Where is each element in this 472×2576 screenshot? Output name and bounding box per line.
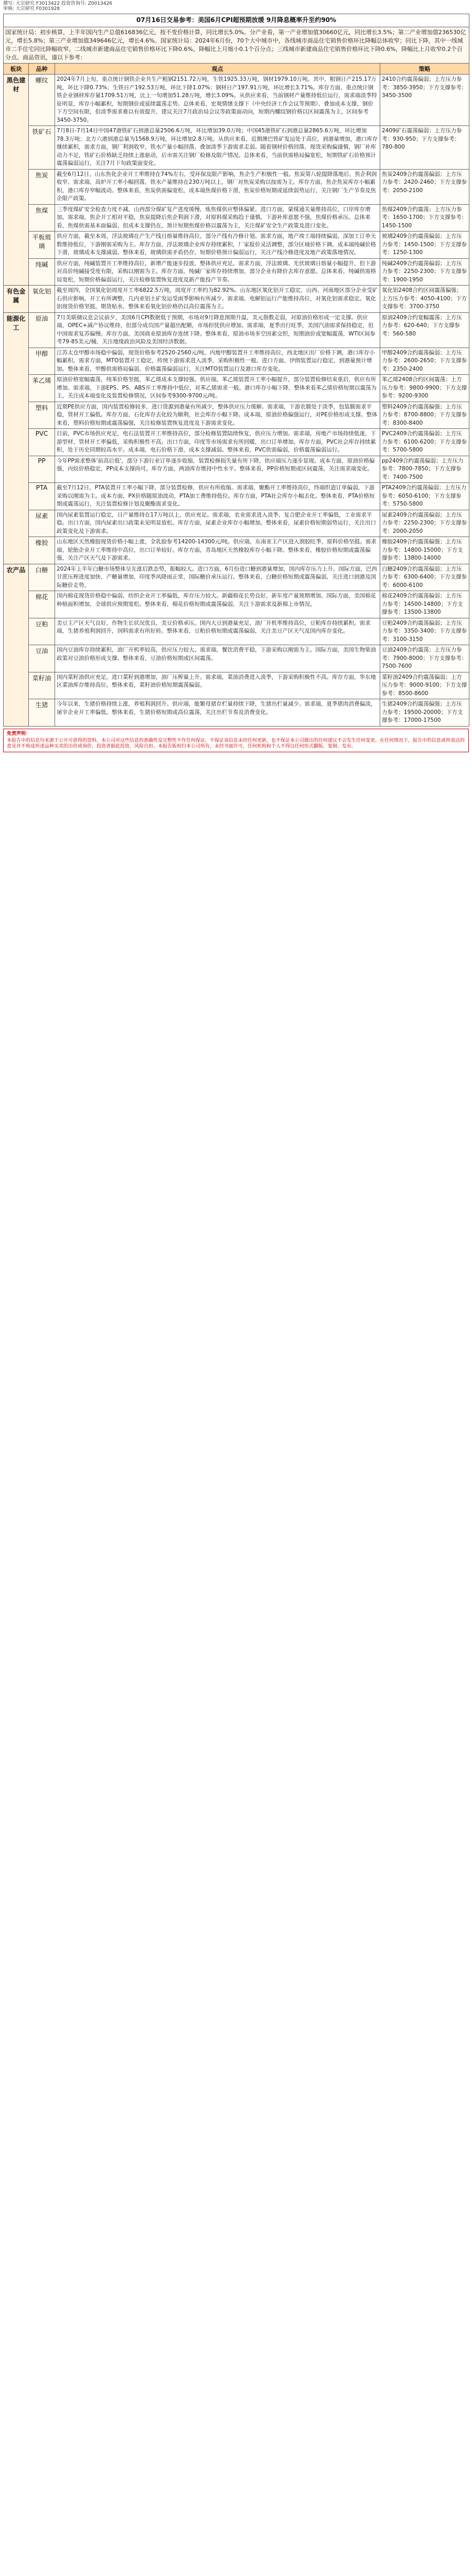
table-row	[4, 456, 469, 483]
product-cell: 氧化铝	[29, 286, 55, 313]
view-cell: 国内菜籽油供应充足，进口菜籽到港增加，油厂压榨量上升。需求端，菜油消费进入淡季，下游采购积极性不高。库存方面，华东地区菜油库存维持高位。整体来看，菜籽油价格短期震荡偏弱。	[55, 672, 380, 699]
table-row	[4, 483, 469, 510]
sector-cell: 农产品	[4, 564, 29, 726]
strategy-cell: 原油2409合约宽幅震荡；上方压力参考：620-640；下方支撑参考：560-580	[380, 312, 469, 348]
view-cell: 截至6月12日，山东焦化企业开工率维持在74%左右，受环保及限产影响，焦企生产积极性一般。焦炭第八轮提降落地后，焦企利润收窄。需求端，高炉开工率小幅回落，铁水产量维持在230万吨以上，钢厂对焦炭采购以按需为主。库存方面，焦企焦炭库存小幅累积，港口库存窄幅波动。整体来看，焦炭供需偏宽松，成本端焦煤价格下滑，焦炭价格短期或延续弱势运行，关注钢厂生产节奏及焦企限产政策。	[55, 169, 380, 204]
disclaimer-title: 免责声明：	[7, 731, 31, 737]
product-cell: 豆粕	[29, 618, 55, 645]
strategy-cell: 焦煤2409合约震荡；上方压力参考：1650-1700；下方支撑参考：1450-1500	[380, 204, 469, 232]
view-cell: 美豆主产区天气良好，作物生长状况优良，美豆价格承压。国内大豆到港量充足，油厂开机率维持高位，豆粕库存持续累积。需求端，生猪养殖利润回升，饲料需求有所好转。整体来看，豆粕价格短期或震荡偏弱，关注美豆产区天气及国内库存变化。	[55, 618, 380, 645]
table-row	[4, 402, 469, 429]
strategy-cell: pp2409合约震荡偏弱；上方压力参考：7800-7850；下方支撑参考：7400-7500	[380, 456, 469, 483]
product-cell: 尿素	[29, 510, 55, 537]
table-row	[4, 204, 469, 232]
table-row	[4, 258, 469, 286]
view-cell: 截至周四，全国氧化铝周度开工率6822.5万吨，周度开工率约为82.92%。山东地区氧化铝开工稳定，山西、河南地区部分企业受矿石供应影响，开工有所调整，几内亚铝土矿发运受雨季影响有所减少。需求端，电解铝运行产能维持高位，对氧化铝需求稳定。氧化铝现货价格坚挺，期货贴水，整体来看氧化铝价格仍以高位震荡为主。	[55, 286, 380, 313]
disclaimer-text: 本报告中的信息均来源于公开可获得的资料，本公司对这些信息的准确性及完整性不作任何保证，不保证该信息未经任何更新，也不保证本公司做出的任何建议不会发生任何变更。在任何情况下，报告中的信息或所表达的意见并不构成所述品种买卖的出价或询价，投资者据此投资，风险自担。本报告版权归本公司所有，未经书面许可，任何机构和个人不得以任何形式翻版、复制、发布。	[7, 738, 465, 749]
product-cell: 苯乙烯	[29, 375, 55, 402]
table-row	[4, 75, 469, 126]
product-cell: 铁矿石	[29, 126, 55, 170]
product-cell: 豆油	[29, 645, 55, 672]
table-row	[4, 169, 469, 204]
page-title: 07月16日交易参考：美国6月CPI超预期放缓 9月降息概率升至约90%	[4, 14, 469, 27]
product-cell: 平板玻璃	[29, 232, 55, 259]
product-cell: 螺纹	[29, 75, 55, 126]
header-line-2: 审核: 大宗研究 F0301928	[3, 6, 60, 12]
macro-summary: 国家统计局：初步核算，上半年国内生产总值616836亿元，按不变价格计算，同比增长5.0%。分产业看，第一产业增加值30660亿元，同比增长3.5%；第二产业增加值236530亿元，增长5.8%；第三产业增加值349646亿元，增长4.6%。国家统计局：2024年6月份，70个大中城市中，各线城市商品住宅销售价格环比降幅总体收窄；同比下降，其中一线城市二手住宅同比降幅收窄。二线城市新建商品住宅销售价格环比下降0.6%，降幅比上月缩小0.1个百分点；三线城市新建商品住宅销售价格环比下降0.6%，降幅比上月收窄0.2个百分点。商品资讯，谨以下参考：	[4, 27, 469, 64]
table-row	[4, 645, 469, 672]
view-cell: 近期PE供应方面，国内装置检修较多，进口货源到港量有所减少，整体供应压力缓解。需求端，下游农膜处于淡季，包装膜需求平稳，管材开工偏低。库存方面，石化库存去化较为顺利，社会库存小幅下降。成本端，原油价格偏强运行，对PE价格形成支撑。整体来看，塑料价格短期或震荡偏强，关注检修装置恢复进度及下游需求变化。	[55, 402, 380, 429]
strategy-cell: 棉花2409合约震荡偏弱；上方压力参考：14500-14800；下方支撑参考：13500-13800	[380, 591, 469, 618]
product-cell: 焦炭	[29, 169, 55, 204]
table-row	[4, 591, 469, 618]
sector-cell: 黑色建材	[4, 75, 29, 286]
strategy-cell: 生猪2409合约震荡偏强；上方压力参考：19500-20000；下方支撑参考：17000-17500	[380, 699, 469, 727]
col-strategy: 策略	[380, 64, 469, 75]
sector-cell: 能源化工	[4, 312, 29, 564]
strategy-cell: 豆油2409合约震荡；上方压力参考：7900-8000；下方支撑参考：7500-7600	[380, 645, 469, 672]
strategy-cell: 甲醇2409合约震荡偏弱；上方压力参考：2600-2650；下方支撑参考：2350-2400	[380, 348, 469, 375]
view-cell: 国内豆油库存持续累积，油厂开机率较高，供应压力较大。需求端，餐饮消费平稳，下游采购以刚需为主。国际方面，美国生物柴油政策对豆油价格形成支撑。整体来看，豆油价格短期或区间震荡。	[55, 645, 380, 672]
product-cell: 棉花	[29, 591, 55, 618]
product-cell: 塑料	[29, 402, 55, 429]
header	[3, 0, 469, 14]
col-product: 品种	[29, 64, 55, 75]
strategy-cell: 橡胶2409合约震荡偏强；上方压力参考：14800-15000；下方支撑参考：13800-14000	[380, 537, 469, 564]
view-cell: 供应方面，截至本周，浮法玻璃在产生产线日熔量维持高位，部分产线有冷修计划。需求方面，地产竣工端持续偏弱，深加工订单天数维持低位，下游刚需采购为主。库存方面，浮法玻璃企业库存持续累积，厂家报价灵活调整，部分区域价格下调。成本端纯碱价格下滑，玻璃成本支撑减弱。整体来看，玻璃供需矛盾仍存，短期价格预计偏弱运行，关注产线冷修进度及地产政策落地情况。	[55, 232, 380, 259]
view-cell: 截至7月12日，PTA装置开工率小幅下降，部分装置检修，供应有所收缩。需求端，聚酯开工率维持高位，终端织造订单偏弱，下游采购以刚需为主。成本方面，PX价格随原油波动，PTA加工费维持低位。库存方面，PTA社会库存小幅去化。整体来看，PTA价格短期或震荡运行，关注装置检修计划及聚酯需求变化。	[55, 483, 380, 510]
table-row	[4, 232, 469, 259]
product-cell: 原油	[29, 312, 55, 348]
table-row	[4, 348, 469, 375]
view-cell: 江苏太仓甲醇市场稳中偏弱，现货价格参考2520-2560元/吨。内地甲醇装置开工率维持高位，西北地区出厂价格下调，港口库存小幅累积。需求方面，MTO装置开工稳定，传统下游需求进入淡季，采购积极性一般。进口方面，伊朗装置运行稳定，到港量预计增加。整体来看，甲醇供需格局偏弱，价格震荡偏弱运行，关注MTO装置运行及港口库存变化。	[55, 348, 380, 375]
strategy-cell: 2409矿石震荡偏弱；上方压力参考：930-950；下方支撑参考：780-800	[380, 126, 469, 170]
strategy-cell: 玻璃2409合约震荡偏弱；上方压力参考：1450-1500；下方支撑参考：1250-1300	[380, 232, 469, 259]
table-row	[4, 537, 469, 564]
strategy-cell: 尿素2409合约震荡偏弱；上方压力参考：2250-2300；下方支撑参考：2000-2050	[380, 510, 469, 537]
strategy-cell: 纯碱2409合约震荡偏弱；上方压力参考：2250-2300；下方支撑参考：1900-1950	[380, 258, 469, 286]
table-row	[4, 375, 469, 402]
strategy-cell: 2410合约震荡偏弱；上方压力参考：3850-3950；下方支撑参考：3450-3500	[380, 75, 469, 126]
strategy-cell: 苯乙烯2408合约区间震荡；上方压力参考：9800-9900；下方支撑参考：9200-9300	[380, 375, 469, 402]
view-cell: 原油价格宽幅震荡，纯苯价格坚挺，苯乙烯成本支撑较强。供应端，苯乙烯装置开工率小幅提升，部分装置检修结束重启，供应有所增加。需求端，下游EPS、PS、ABS开工率维持中低位，对苯乙烯需求一般。港口库存小幅下降，整体来看苯乙烯价格短期以震荡为主，关注成本端变化及装置检修情况，区间参考9300-9700元/吨。	[55, 375, 380, 402]
header-line-1: 撰写: 大宗研究 F3013422 投资咨询号: Z0013426	[3, 1, 113, 6]
view-cell: 山东地区天然橡胶现货价格小幅上涨，全乳胶参考14200-14300元/吨。供应端，东南亚主产区进入割胶旺季，原料价格坚挺。需求端，轮胎企业开工率维持中高位，出口订单较好。库存方面，青岛地区天然橡胶库存小幅下降。整体来看，橡胶价格短期或震荡偏强，关注产区天气及下游需求。	[55, 537, 380, 564]
strategy-cell: 菜籽油2409合约震荡偏弱；上方压力参考：9000-9100；下方支撑参考：8500-8600	[380, 672, 469, 699]
strategy-cell: PVC2409合约震荡偏弱；上方压力参考：6100-6200；下方支撑参考：5700-5800	[380, 429, 469, 456]
product-cell: 白糖	[29, 564, 55, 591]
strategy-cell: 豆粕2409合约震荡偏弱；上方压力参考：3350-3400；下方支撑参考：3100-3150	[380, 618, 469, 645]
strategy-cell: 白糖2409合约震荡偏弱；上方压力参考：6300-6400；下方支撑参考：6000-6100	[380, 564, 469, 591]
product-cell: PVC	[29, 429, 55, 456]
view-cell: 2024年7月上旬，重点统计钢铁企业共生产粗钢2151.72万吨，生铁1925.33万吨，钢材1979.10万吨。其中，粗钢日产215.17万吨，环比下降0.73%；生铁日产192.53万吨，环比下降1.07%；钢材日产197.91万吨，环比增长3.71%。库存方面，重点统计钢铁企业钢材库存量1709.51万吨，比上一旬增加51.28万吨，增长3.09%。从供应来看，当前钢材产量维持低位运行，需求端淡季特征明显，库存小幅累积，短期钢价或延续震荡走势。总体来看，宏观情绪支撑下（中央经济工作会议等预期）、叠加成本支撑，钢价下方空间有限，但淡季需求难以有效提升，建议关注7月政治局会议等政策面动向，短期内螺纹钢价格以区间震荡为主，区间参考3450-3750。	[55, 75, 380, 126]
reference-table	[3, 14, 469, 727]
product-cell: 纯碱	[29, 258, 55, 286]
product-cell: 甲醇	[29, 348, 55, 375]
table-row	[4, 672, 469, 699]
strategy-cell: 塑料2409合约震荡偏强；上方压力参考：8700-8800；下方支撑参考：8300-8400	[380, 402, 469, 429]
view-cell: 目前，PVC市场供应充足，电石法装置开工率维持高位，部分检修装置陆续恢复，供应压力增加。需求端，房地产市场持续低迷，下游型材、管材开工率偏低，采购积极性不高。出口方面，印度等市场需求有所回暖，出口订单增加。库存方面，PVC社会库存持续累积，处于历史同期较高水平。成本端，电石价格下滑，成本支撑减弱。整体来看，PVC供需偏弱，价格震荡偏弱运行。	[55, 429, 380, 456]
table-row	[4, 699, 469, 727]
view-cell: 国内棉花现货价格稳中偏弱，纺织企业开工率偏低，库存压力较大。新疆棉花长势良好，新年度产量预期增加。国际方面，美国棉花种植面积增加，全球供应预期宽松。整体来看，棉花价格短期或震荡偏弱，关注下游需求及新棉上市情况。	[55, 591, 380, 618]
view-cell: 2024年上半年白糖市场整体呈先涨后跌态势，振幅较大。进口方面，6月份进口糖到港量增加，国内库存压力上升。国际方面，巴西甘蔗压榨进度加快，产糖量增加，印度季风降雨正常，国际糖价承压运行。整体来看，白糖价格短期或震荡偏弱，关注进口到港及国际糖价走势。	[55, 564, 380, 591]
product-cell: 菜籽油	[29, 672, 55, 699]
table-row	[4, 126, 469, 170]
view-cell: 国内尿素装置运行稳定，日产量维持在17万吨以上，供应充足。需求端，农业需求进入淡季，复合肥企业开工率偏低，工业需求平稳。出口方面，国内尿素出口政策未见明显放松。库存方面，尿素企业库存小幅增加。整体来看，尿素价格短期弱势运行，关注出口政策变化及下游需求。	[55, 510, 380, 537]
view-cell: 三季度煤矿安全检查力度不减，山西部分煤矿复产进度缓慢，炼焦煤供应整体偏紧。进口方面，蒙煤通关量维持高位，口岸库存增加。需求端，焦企开工相对平稳，焦炭提降后焦企利润下滑，对原料煤采购趋于谨慎。下游补库意愿不强，焦煤价格承压。总体来看，焦煤供需基本面偏弱，但成本支撑仍在，预计短期焦煤价格以震荡为主，关注煤矿安全生产政策及进口变化。	[55, 204, 380, 232]
view-cell: 今年以来，生猪价格持续上涨，养殖利润回升。供应端，能繁母猪存栏量持续下降，生猪出栏量减少。需求端，夏季猪肉消费偏淡，屠宰企业开工率偏低。整体来看，生猪价格短期或高位震荡，关注出栏节奏及消费变化。	[55, 699, 380, 727]
product-cell: PTA	[29, 483, 55, 510]
strategy-cell: PTA2409合约震荡偏弱；上方压力参考：6050-6100；下方支撑参考：5750-5800	[380, 483, 469, 510]
table-row	[4, 564, 469, 591]
table-row	[4, 510, 469, 537]
view-cell: 7月美联储议息会议前夕，美国6月CPI数据低于预期，市场对9月降息预期升温，美元指数走弱，对原油价格形成一定支撑。供应端，OPEC+减产协议维持，但部分成员国产量超出配额，市场担忧供应增加。需求端，夏季出行旺季，美国汽油需求保持稳定，但中国需求复苏偏慢。库存方面，美国商业原油库存连续下降。整体来看，原油市场多空因素交织，短期油价或宽幅震荡，WTI区间参考79-85美元/桶，关注地缘政治风险及美国经济数据。	[55, 312, 380, 348]
col-view: 观点	[55, 64, 380, 75]
table-row	[4, 286, 469, 313]
disclaimer	[3, 729, 469, 752]
product-cell: 焦煤	[29, 204, 55, 232]
product-cell: 生猪	[29, 699, 55, 727]
table-row	[4, 429, 469, 456]
table-row	[4, 312, 469, 348]
strategy-cell: 氧化铝2408合约区间震荡偏强；上方压力参考：4050-4100；下方支撑参考：3700-3750	[380, 286, 469, 313]
view-cell: 今年PP需求整体'前高后低'，部分下游行业订单逐步收缩，装置检修损失量有所下降，供应端压力逐步显现。成本方面，原油价格偏强，丙烷价格稳定，PP成本支撑尚可。库存方面，两油库存维持中性水平。整体来看，PP价格短期或区间震荡，关注需求端变化。	[55, 456, 380, 483]
view-cell: 供应方面，纯碱装置开工率维持高位，新增产能逐步投放，整体供应充足。需求方面，浮法玻璃、光伏玻璃日熔量小幅提升，但下游对高价纯碱接受度有限，采购以刚需为主。库存方面，纯碱厂家库存持续增加，部分企业有降价去库存意愿。总体来看，纯碱供需格局宽松，短期价格偏弱运行，关注检修装置恢复进度及新产能投产节奏。	[55, 258, 380, 286]
view-cell: 7月8日-7月14日中国47港铁矿石到港总量2506.6万吨，环比增加39.0万吨；中国45港铁矿石到港总量2865.6万吨，环比增加78.3万吨；北方六港到港总量为1568.9万吨，环比增加2.8万吨。从供应来看，近期澳巴铁矿发运处于高位，到港量增加，港口库存继续累积，需求方面，钢厂利润收窄，铁水产量小幅回落，叠加淡季下游需求走弱。随着钢材价格回落，现货采购偏谨慎，钢厂补库动力不足，铁矿石价格缺乏持续上涨驱动，后市需关注钢厂检修及限产情况。总体来看，当前供需格局偏宽松，短期铁矿石价格预计震荡偏弱运行，关注7月下旬政策面变化。	[55, 126, 380, 170]
product-cell: PP	[29, 456, 55, 483]
product-cell: 橡胶	[29, 537, 55, 564]
col-sector: 板块	[4, 64, 29, 75]
sector-cell: 有色金属	[4, 286, 29, 313]
table-row	[4, 618, 469, 645]
strategy-cell: 焦炭2409合约震荡偏弱；上方压力参考：2420-2460；下方支撑参考：2050-2100	[380, 169, 469, 204]
